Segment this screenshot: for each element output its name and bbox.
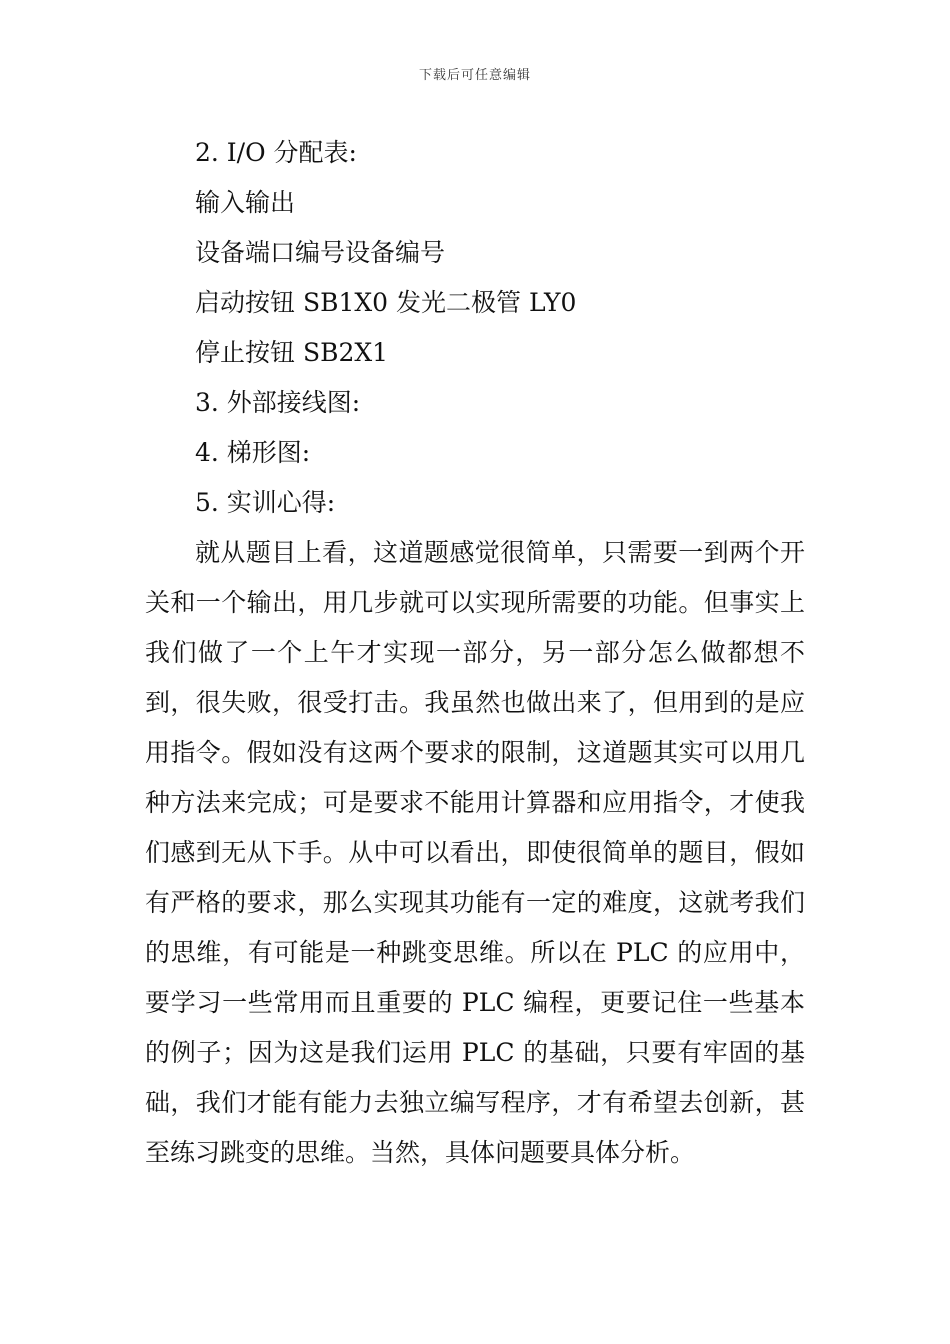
io-table-row-start-button: 启动按钮 SB1X0 发光二极管 LY0 (195, 288, 577, 317)
io-table-row-stop-button: 停止按钮 SB2X1 (195, 338, 389, 367)
reflection-paragraph: 就从题目上看，这道题感觉很简单，只需要一到两个开关和一个输出，用几步就可以实现所需要的功能。但事实上我们做了一个上午才实现一部分，另一部分怎么做都想不到，很失败，很受打击。我虽然也做出来了，但用到的是应用指令。假如没有这两个要求的限制，这道题其实可以用几种方法来完成；可是要求不能用计算器和应用指令，才使我们感到无从下手。从中可以看出，即使很简单的题目，假如有严格的要求，那么实现其功能有一定的难度，这就考我们的思维，有可能是一种跳变思维。所以在 PLC 的应用中，要学习一些常用而且重要的 PLC 编程，更要记住一些基本的例子；因为这是我们运用 PLC 的基础，只要有牢固的基础，我们才能有能力去独立编写程序，才有希望去创新，甚至练习跳变的思维。当然，具体问题要具体分析。 (145, 538, 805, 1167)
io-table-row-input-output: 输入输出 (195, 188, 296, 217)
section-ladder-diagram-heading: 4. 梯形图: (195, 438, 311, 467)
section-reflection-heading: 5. 实训心得: (195, 488, 336, 517)
io-table-row-columns: 设备端口编号设备编号 (195, 238, 446, 267)
section-io-table-heading: 2. I/O 分配表: (195, 138, 357, 167)
document-body (145, 128, 805, 1178)
section-wiring-diagram-heading: 3. 外部接线图: (195, 388, 361, 417)
page-header: 下载后可任意编辑 (418, 68, 531, 83)
